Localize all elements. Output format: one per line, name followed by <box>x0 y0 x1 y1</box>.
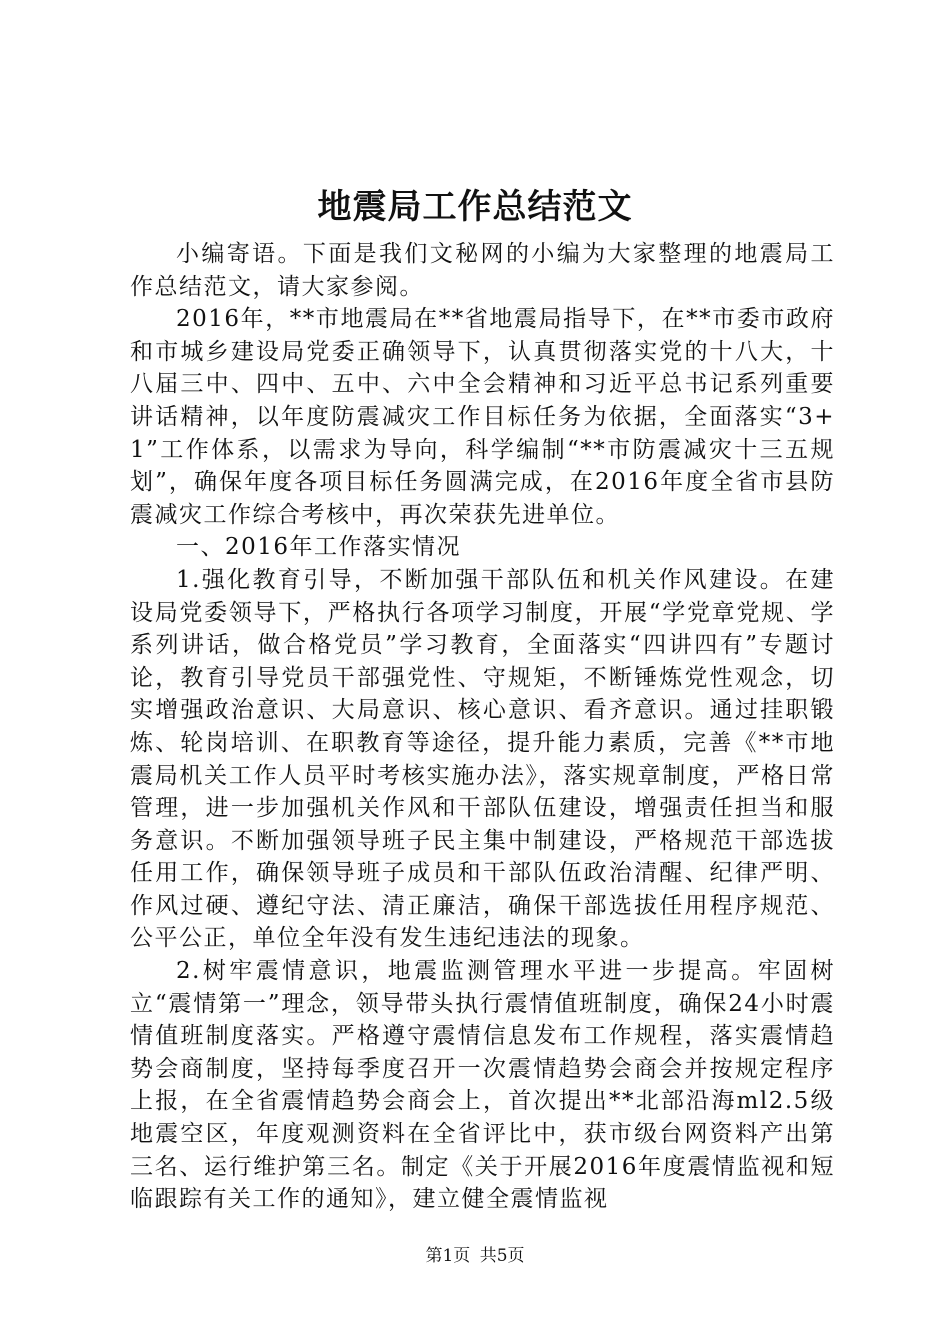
section-heading: 一、2016年工作落实情况 <box>176 534 462 561</box>
item-1-paragraph: 1.强化教育引导，不断加强干部队伍和机关作风建设。在建设局党委领导下，严格执行各项学习制度，开展“学党章党规、学系列讲话，做合格党员”学习教育，全面落实“四讲四有”专题讨论，教育引导党员干部强党性、守规矩，不断锤炼党性观念，切实增强政治意识、大局意识、核心意识、看齐意识。通过挂职锻炼、轮岗培训、在职教育等途径，提升能力素质，完善《**市地震局机关工作人员平时考核实施办法》，落实规章制度，严格日常管理，进一步加强机关作风和干部队伍建设，增强责任担当和服务意识。不断加强领导班子民主集中制建设，严格规范干部选拔任用工作，确保领导班子成员和干部队伍政治清醒、纪律严明、作风过硬、遵纪守法、清正廉洁，确保干部选拔任用程序规范、公平公正，单位全年没有发生违纪违法的现象。 <box>130 566 835 952</box>
item-2-paragraph: 2.树牢震情意识，地震监测管理水平进一步提高。牢固树立“震情第一”理念，领导带头执行震情值班制度，确保24小时震情值班制度落实。严格遵守震情信息发布工作规程，落实震情趋势会商制度，坚持每季度召开一次震情趋势会商会并按规定程序上报，在全省震情趋势会商会上，首次提出**北部沿海ml2.5级地震空区，年度观测资料在全省评比中，获市级台网资料产出第三名、运行维护第三名。制定《关于开展2016年度震情监视和短临跟踪有关工作的通知》，建立健全震情监视 <box>130 958 835 1213</box>
document-body <box>130 238 835 1216</box>
page-footer <box>0 1244 950 1268</box>
page-total: 共5页 <box>479 1246 525 1266</box>
page-number: 第1页 <box>425 1246 471 1266</box>
document-title: 地震局工作总结范文 <box>317 187 633 227</box>
summary-paragraph: 2016年，**市地震局在**省地震局指导下，在**市委市政府和市城乡建设局党委正确领导下，认真贯彻落实党的十八大，十八届三中、四中、五中、六中全会精神和习近平总书记系列重要讲话精神，以年度防震减灾工作目标任务为依据，全面落实“3+1”工作体系，以需求为导向，科学编制“**市防震减灾十三五规划”，确保年度各项目标任务圆满完成，在2016年度全省市县防震减灾工作综合考核中，再次荣获先进单位。 <box>130 306 835 528</box>
intro-paragraph: 小编寄语。下面是我们文秘网的小编为大家整理的地震局工作总结范文，请大家参阅。 <box>130 241 835 300</box>
